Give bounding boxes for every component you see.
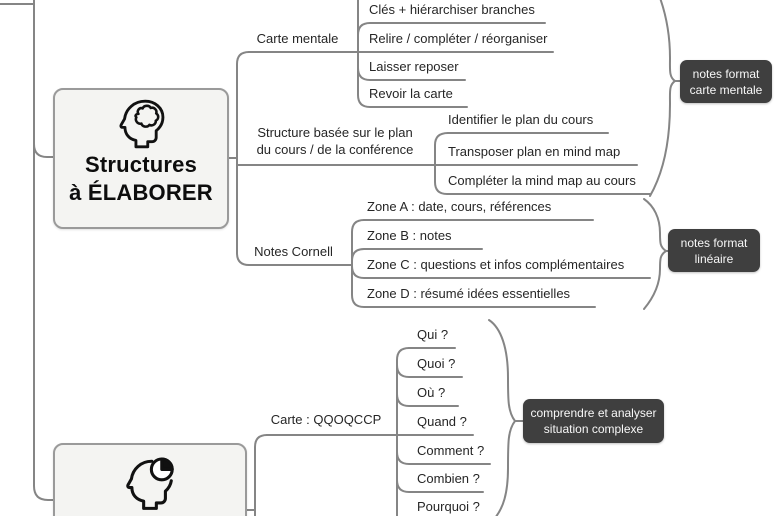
topic-transposer-plan[interactable]: Transposer plan en mind map <box>448 144 621 159</box>
summary-badge-carte-mentale[interactable] <box>680 60 772 103</box>
summary-badge-comprendre-analyser-line2: situation complexe <box>543 422 644 436</box>
secondary-topic-node[interactable] <box>53 443 247 516</box>
topic-structure-plan[interactable] <box>235 124 435 158</box>
summary-badge-lineaire[interactable] <box>668 229 760 272</box>
summary-brace-lineaire <box>644 199 670 309</box>
topic-structure-plan-line1: Structure basée sur le plan <box>257 125 413 140</box>
topic-structure-plan-line2: du cours / de la conférence <box>256 142 414 157</box>
summary-badge-lineaire-line1: notes format <box>680 235 748 250</box>
topic-relire-completer[interactable]: Relire / compléter / réorganiser <box>369 31 548 46</box>
topic-zone-b[interactable]: Zone B : notes <box>367 228 452 243</box>
summary-badge-lineaire-line2: linéaire <box>694 251 734 266</box>
topic-ou[interactable]: Où ? <box>417 385 446 400</box>
summary-brace-carte-mentale <box>650 0 681 196</box>
summary-badge-comprendre-analyser-line1: comprendre et analyser <box>530 406 657 420</box>
topic-qui[interactable]: Qui ? <box>417 327 449 342</box>
topic-carte-qqoqccp[interactable]: Carte : QQOQCCP <box>270 412 382 427</box>
root-topic-structures[interactable] <box>53 88 229 229</box>
topic-carte-mentale[interactable]: Carte mentale <box>256 31 339 46</box>
topic-zone-c[interactable]: Zone C : questions et infos complémentaires <box>367 257 625 272</box>
topic-notes-cornell[interactable]: Notes Cornell <box>254 244 333 259</box>
topic-quand[interactable]: Quand ? <box>417 414 467 429</box>
root-topic-title-line2: à ÉLABORER <box>69 180 213 205</box>
summary-brace-qqoqccp <box>489 320 523 516</box>
topic-identifier-plan[interactable]: Identifier le plan du cours <box>448 112 594 127</box>
topic-revoir-la-carte[interactable]: Revoir la carte <box>369 86 453 101</box>
topic-completer-mindmap[interactable]: Compléter la mind map au cours <box>448 173 636 188</box>
topic-pourquoi[interactable]: Pourquoi ? <box>417 499 480 514</box>
summary-badge-comprendre-analyser[interactable] <box>523 399 664 443</box>
topic-laisser-reposer[interactable]: Laisser reposer <box>369 59 459 74</box>
qqoqccp-connectors <box>243 348 490 516</box>
head-brain-icon <box>114 97 168 151</box>
left-trunk-connectors <box>0 0 54 500</box>
summary-badge-carte-mentale-line2: carte mentale <box>689 82 763 97</box>
head-pie-chart-icon <box>121 454 179 512</box>
topic-quoi[interactable]: Quoi ? <box>417 356 456 371</box>
topic-zone-d[interactable]: Zone D : résumé idées essentielles <box>367 286 571 301</box>
topic-combien[interactable]: Combien ? <box>417 471 480 486</box>
topic-zone-a[interactable]: Zone A : date, cours, références <box>367 199 552 214</box>
root-topic-title-line1: Structures <box>84 152 198 177</box>
summary-badge-carte-mentale-line1: notes format <box>692 66 760 81</box>
topic-comment[interactable]: Comment ? <box>417 443 485 458</box>
topic-cles-hierarchiser[interactable]: Clés + hiérarchiser branches <box>369 2 535 17</box>
